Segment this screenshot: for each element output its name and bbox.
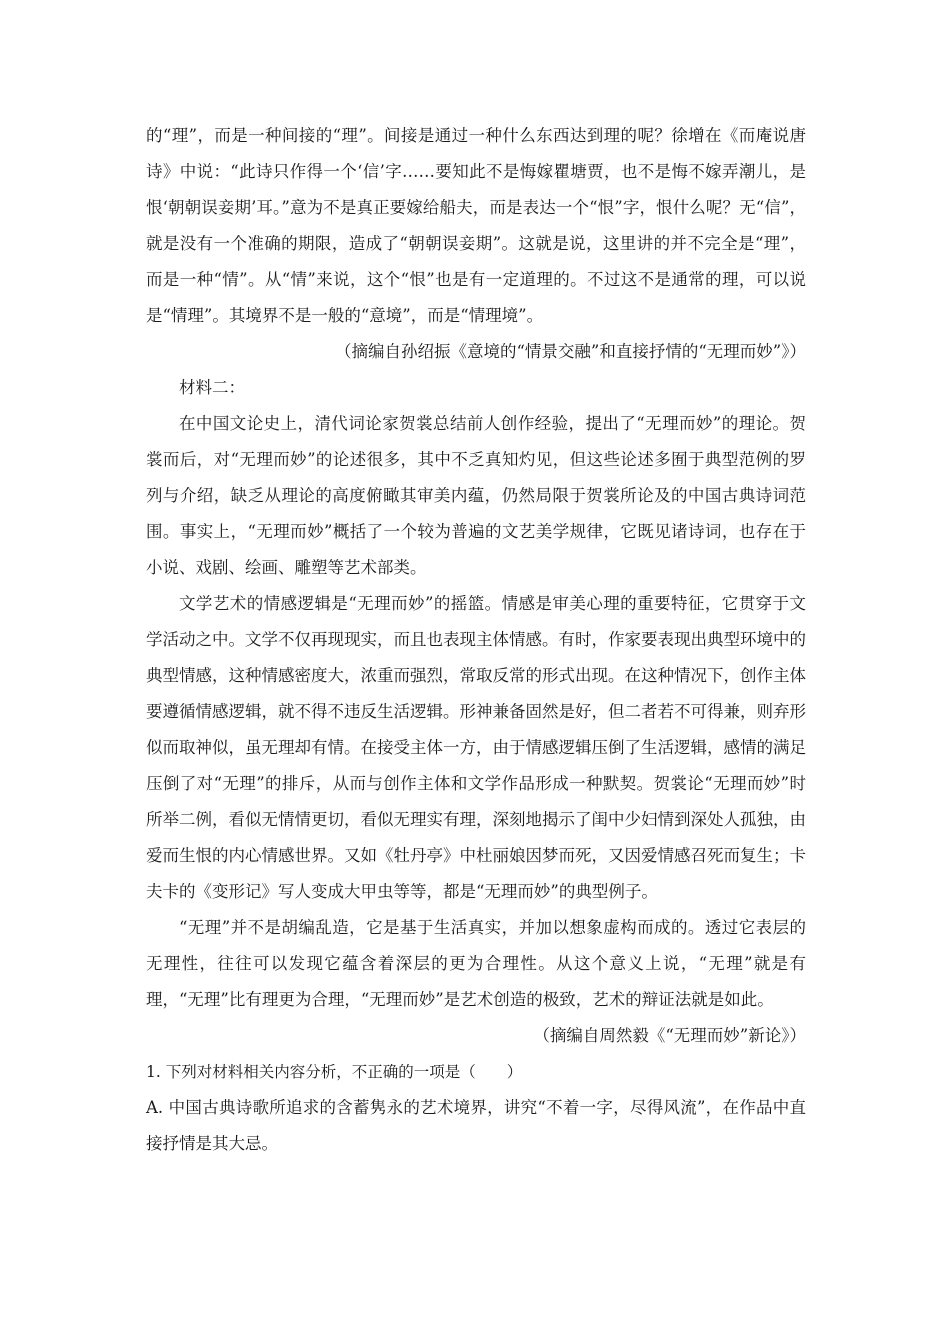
material2-label: 材料二： <box>179 378 245 397</box>
question1-stem: 1. 下列对材料相关内容分析，不正确的一项是（ ） <box>146 1063 523 1081</box>
material2-paragraph-2: 文学艺术的情感逻辑是“无理而妙”的摇篮。情感是审美心理的重要特征，它贯穿于文学活动之中。文学不仅再现现实，而且也表现主体情感。有时，作家要表现出典型环境中的典型情感，这种情感密度大，浓重而强烈，常取反常的形式出现。在这种情况下，创作主体要遵循情感逻辑，就不得不违反生活逻辑。形神兼备固然是好，但二者若不可得兼，则弃形似而取神似，虽无理却有情。在接受主体一方，由于情感逻辑压倒了生活逻辑，感情的满足压倒了对“无理”的排斥，从而与创作主体和文学作品形成一种默契。贺裳论“无理而妙”时所举二例，看似无情情更切，看似无理实有理，深刻地揭示了闺中少妇情到深处人孤独，由爱而生恨的内心情感世界。又如《牡丹亭》中杜丽娘因梦而死，又因爱情感召死而复生；卡夫卡的《变形记》写人变成大甲虫等等，都是“无理而妙”的典型例子。 <box>146 594 806 901</box>
material2-source: （摘编自周然毅《“无理而妙”新论》） <box>533 1026 806 1045</box>
material1-paragraph: 的“理”，而是一种间接的“理”。间接是通过一种什么东西达到理的呢？徐增在《而庵说唐诗》中说：“此诗只作得一个‘信’字……要知此不是悔嫁瞿塘贾，也不是悔不嫁弄潮儿，是恨‘朝朝误妾期’耳。”意为不是真正要嫁给船夫，而是表达一个“恨”字，恨什么呢？无“信”，就是没有一个准确的期限，造成了“朝朝误妾期”。这就是说，这里讲的并不完全是“理”，而是一种“情”。从“情”来说，这个“恨”也是有一定道理的。不过这不是通常的理，可以说是“情理”。其境界不是一般的“意境”，而是“情理境”。 <box>146 126 806 325</box>
material2-paragraph-1: 在中国文论史上，清代词论家贺裳总结前人创作经验，提出了“无理而妙”的理论。贺裳而后，对“无理而妙”的论述很多，其中不乏真知灼见，但这些论述多囿于典型范例的罗列与介绍，缺乏从理论的高度俯瞰其审美内蕴，仍然局限于贺裳所论及的中国古典诗词范围。事实上，“无理而妙”概括了一个较为普遍的文艺美学规律，它既见诸诗词，也存在于小说、戏剧、绘画、雕塑等艺术部类。 <box>146 414 806 577</box>
material1-source: （摘编自孙绍振《意境的“情景交融”和直接抒情的“无理而妙”》） <box>335 342 806 361</box>
question1-option-a: A. 中国古典诗歌所追求的含蓄隽永的艺术境界，讲究“不着一字，尽得风流”，在作品中直接抒情是其大忌。 <box>146 1098 806 1153</box>
material2-paragraph-3: “无理”并不是胡编乱造，它是基于生活真实，并加以想象虚构而成的。透过它表层的无理性，往往可以发现它蕴含着深层的更为合理性。从这个意义上说，“无理”就是有理，“无理”比有理更为合理，“无理而妙”是艺术创造的极致，艺术的辩证法就是如此。 <box>146 918 806 1009</box>
document-body <box>146 118 806 1162</box>
